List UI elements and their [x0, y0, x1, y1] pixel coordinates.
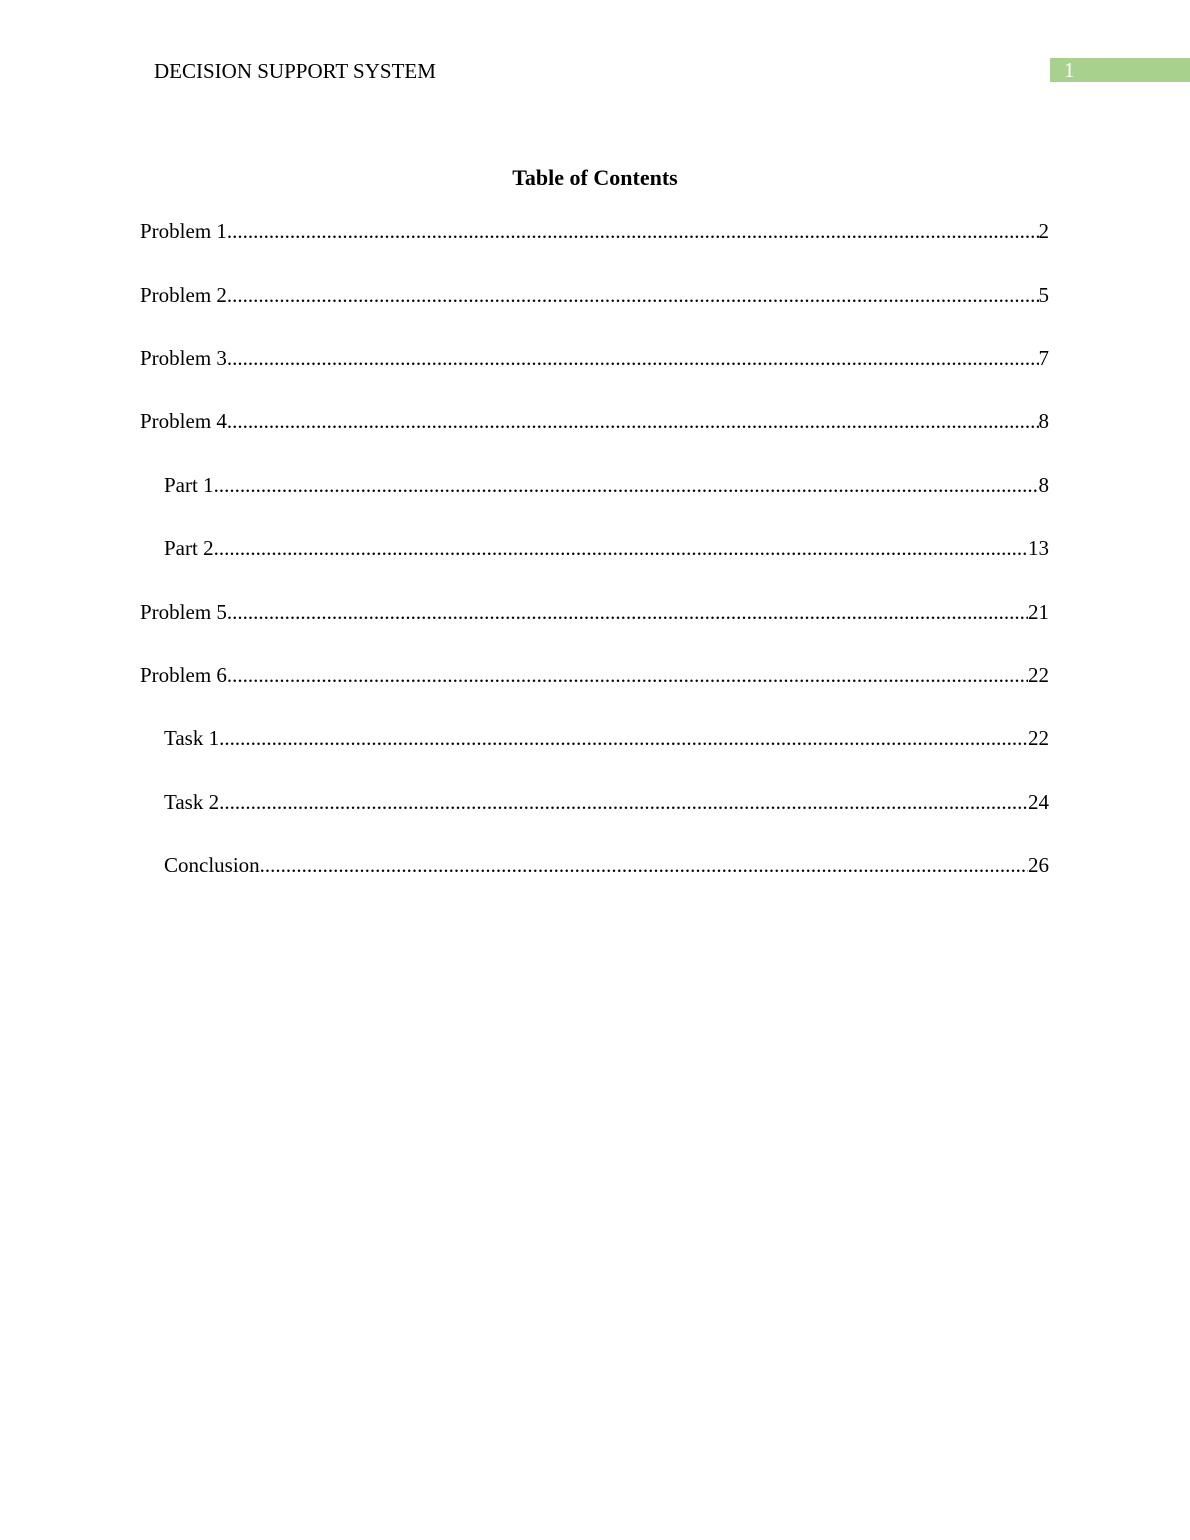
toc-entry-page: 7 [1038, 346, 1049, 370]
toc-entry-label: Task 1 [164, 726, 220, 750]
toc-entry-page: 8 [1038, 409, 1049, 433]
toc-dot-leader [227, 343, 1039, 373]
toc-entry-label: Problem 6 [140, 663, 227, 687]
toc-entry-page: 21 [1028, 600, 1049, 624]
toc-dot-leader [227, 216, 1039, 246]
toc-entry-label: Problem 2 [140, 283, 227, 307]
toc-entry-page: 2 [1038, 219, 1049, 243]
toc-heading: Table of Contents [512, 165, 678, 190]
page-number-badge: 1 [1050, 58, 1190, 82]
toc-entry-page: 24 [1028, 790, 1049, 814]
toc-entry-label: Conclusion [164, 853, 260, 877]
toc-dot-leader [219, 787, 1028, 817]
toc-entry-label: Task 2 [164, 790, 220, 814]
toc-entry-label: Problem 1 [140, 219, 227, 243]
toc-entry-page: 5 [1038, 283, 1049, 307]
toc-entry-label: Part 2 [164, 536, 214, 560]
toc-dot-leader [260, 850, 1028, 880]
toc-entry-label: Part 1 [164, 473, 214, 497]
running-header-title: DECISION SUPPORT SYSTEM [154, 59, 436, 83]
toc-dot-leader [219, 723, 1028, 753]
toc-entry-problem-4[interactable] [140, 406, 1049, 436]
toc-entry-page: 8 [1038, 473, 1049, 497]
toc-entry-problem-2[interactable] [140, 280, 1049, 310]
toc-entry-label: Problem 4 [140, 409, 227, 433]
toc-entry-part-1[interactable] [164, 470, 1049, 500]
toc-entry-problem-6[interactable] [140, 660, 1049, 690]
toc-dot-leader [227, 280, 1039, 310]
toc-entry-label: Problem 3 [140, 346, 227, 370]
toc-dot-leader [214, 470, 1039, 500]
toc-dot-leader [227, 597, 1028, 627]
toc-entry-page: 22 [1028, 663, 1049, 687]
toc-entry-problem-5[interactable] [140, 597, 1049, 627]
toc-entry-problem-3[interactable] [140, 343, 1049, 373]
toc-entry-conclusion[interactable] [164, 850, 1049, 880]
toc-entry-task-1[interactable] [164, 723, 1049, 753]
toc-entry-page: 22 [1028, 726, 1049, 750]
toc-dot-leader [227, 660, 1028, 690]
toc-entry-problem-1[interactable] [140, 216, 1049, 246]
toc-dot-leader [227, 406, 1039, 436]
toc-entry-page: 26 [1028, 853, 1049, 877]
toc-entry-task-2[interactable] [164, 787, 1049, 817]
toc-entry-page: 13 [1028, 536, 1049, 560]
toc-entry-label: Problem 5 [140, 600, 227, 624]
toc-dot-leader [214, 533, 1028, 563]
toc-entry-part-2[interactable] [164, 533, 1049, 563]
